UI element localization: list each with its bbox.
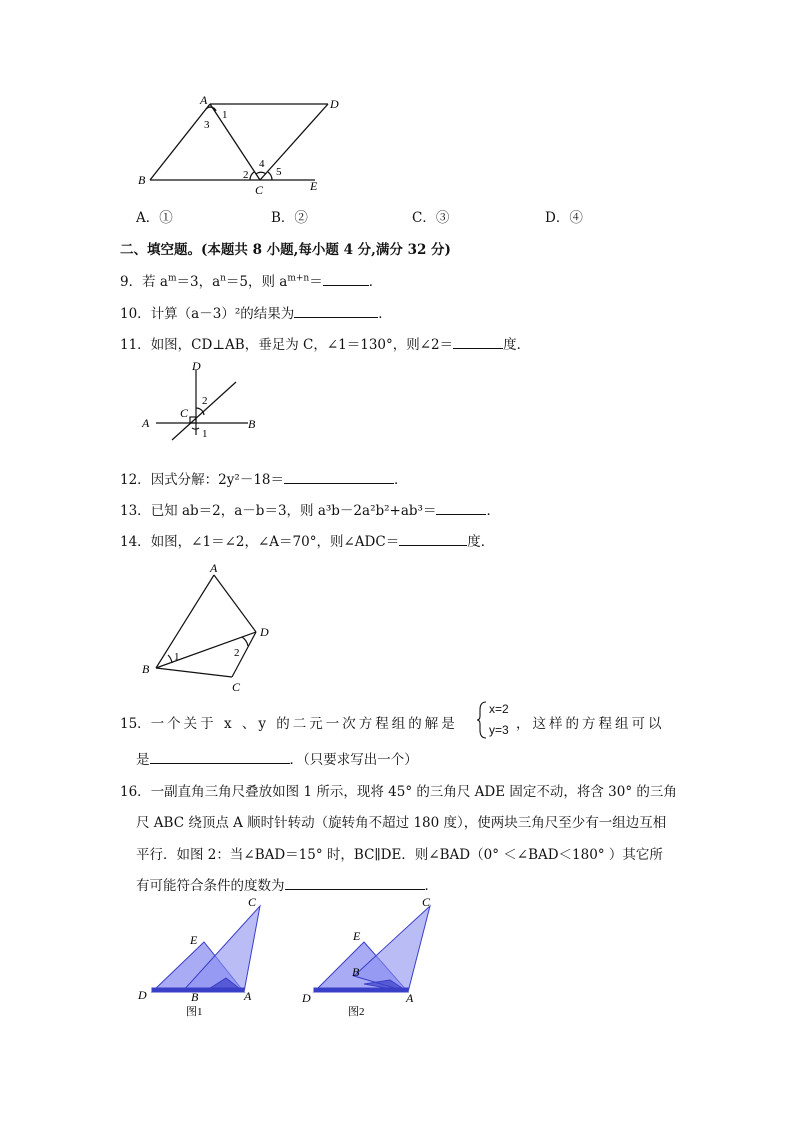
q11-text: 如图，CD⊥AB，垂足为 C，∠1＝130°，则∠2＝ (150, 337, 454, 353)
q14-angle-2: 2 (234, 647, 240, 659)
q9-sup: m (167, 273, 177, 284)
question-16-line2: 尺 ABC 绕顶点 A 顺时针转动（旋转角不超过 180 度），使两块三角尺至少有一组边互相 (136, 815, 667, 831)
fig1-label-A: A (244, 989, 252, 1003)
fig1-label-E: E (190, 933, 198, 947)
fig1-label-B: B (191, 990, 199, 1004)
option-letter: B． (271, 210, 295, 226)
q14-quadrilateral-figure (136, 560, 286, 700)
q8-label-E: E (310, 179, 318, 193)
option-value: ④ (569, 210, 583, 226)
q12-text: 因式分解：2y²－18＝ (150, 472, 284, 488)
q9-text: 若 a (142, 274, 168, 290)
q11-perpendicular-figure (136, 360, 266, 442)
q15-answer-blank[interactable] (150, 749, 290, 764)
q15-system-brace (476, 700, 488, 740)
q14-label-D: D (260, 625, 269, 639)
q9-sup: n (220, 273, 226, 284)
question-11 (120, 333, 530, 353)
q8-label-A: A (200, 93, 208, 107)
q14-label-A: A (210, 561, 218, 575)
q13-end: ． (486, 503, 500, 519)
fig1-label-D: D (138, 988, 147, 1002)
option-letter: D． (545, 210, 570, 226)
q16-figure-2 (300, 896, 450, 1022)
q9-end: ． (368, 274, 383, 290)
question-number: 9． (120, 274, 143, 290)
q8-label-D: D (330, 97, 339, 111)
q9-text: ＝ (309, 274, 323, 290)
q13-text: 已知 ab＝2，a－b＝3，则 a³b－2a²b²+ab³＝ (150, 503, 437, 519)
q11-label-A: A (142, 416, 150, 430)
q11-label-C: C (180, 406, 189, 420)
question-number: 15． (120, 716, 151, 732)
question-16-line1 (120, 780, 677, 800)
option-letter: C． (412, 210, 436, 226)
q8-angle-3: 3 (204, 119, 210, 131)
q8-option-a[interactable] (136, 206, 173, 226)
q8-label-C: C (255, 183, 264, 197)
fig1-caption: 图1 (186, 1006, 203, 1018)
fig2-caption: 图2 (348, 1006, 365, 1018)
q8-option-b[interactable] (271, 206, 308, 226)
option-letter: A． (136, 210, 160, 226)
q8-label-B: B (138, 173, 146, 187)
q11-end: 度． (503, 337, 531, 353)
fig2-label-C: C (422, 896, 431, 909)
q8-option-c[interactable] (412, 206, 449, 226)
question-14 (120, 530, 494, 550)
q11-label-B: B (248, 417, 256, 431)
section-title: 二、填空题。(本题共 8 小题,每小题 4 分,满分 32 分) (120, 242, 451, 258)
q15-text: 一个关于 x 、y 的二元一次方程组的解是 (150, 716, 458, 732)
fig2-label-D: D (302, 991, 311, 1005)
q11-angle-2: 2 (202, 395, 208, 407)
q8-angle-5: 5 (276, 166, 282, 178)
q8-parallelogram-figure (130, 92, 350, 200)
fig2-label-A: A (406, 991, 414, 1005)
question-9 (120, 270, 382, 290)
question-number: 12． (120, 472, 151, 488)
fig2-label-B: B (352, 965, 360, 979)
q11-label-D: D (192, 360, 201, 373)
option-value: ③ (435, 210, 450, 226)
q10-text: 计算（a－3）²的结果为 (150, 306, 295, 322)
q12-answer-blank[interactable] (284, 469, 394, 484)
question-15-line1 (120, 712, 458, 732)
fig2-label-E: E (353, 929, 361, 943)
q14-text: 如图，∠1＝∠2，∠A＝70°，则∠ADC＝ (150, 534, 400, 550)
q16-text: 有可能符合条件的度数为 (136, 878, 285, 894)
q9-sup: m+n (287, 273, 310, 284)
question-number: 16． (120, 784, 151, 800)
q8-option-d[interactable] (545, 206, 583, 226)
q8-angle-4: 4 (259, 158, 265, 170)
q15-end: ．（只要求写出一个） (289, 752, 418, 768)
q11-angle-1: 1 (202, 428, 208, 440)
question-13 (120, 499, 500, 519)
question-16-line4 (136, 874, 438, 894)
q8-angle-2: 2 (243, 169, 249, 181)
q12-end: ． (394, 472, 408, 488)
q14-answer-blank[interactable] (399, 531, 467, 546)
q10-end: ． (378, 306, 392, 322)
q16-answer-blank[interactable] (285, 875, 425, 890)
q9-answer-blank[interactable] (323, 271, 369, 286)
question-number: 11． (120, 337, 151, 353)
question-16-line3: 平行．如图 2：当∠BAD＝15° 时，BC∥DE．则∠BAD（0° ＜∠BAD＜180° ）其它所 (136, 847, 663, 863)
question-15-line2 (136, 748, 418, 768)
q14-end: 度． (467, 534, 495, 550)
q15-system-eq2: y=3 (489, 723, 509, 737)
q15-text-b: ，这样的方程组可以 (516, 716, 665, 732)
question-10 (120, 302, 392, 322)
question-number: 14． (120, 534, 151, 550)
q10-answer-blank[interactable] (294, 303, 378, 318)
fig1-label-C: C (248, 896, 257, 909)
q14-angle-1: 1 (174, 651, 180, 663)
q16-text: 一副直角三角尺叠放如图 1 所示，现将 45° 的三角尺 ADE 固定不动，将含 30° 的三角 (150, 784, 677, 800)
question-number: 13． (120, 503, 151, 519)
q8-angle-1: 1 (222, 109, 228, 121)
q9-text: ＝3，a (176, 274, 221, 290)
q11-answer-blank[interactable] (453, 334, 503, 349)
q9-text: ＝5，则 a (225, 274, 288, 290)
q16-end: ． (424, 878, 438, 894)
q15-system-eq1: x=2 (489, 702, 509, 716)
q15-text: 是 (136, 752, 150, 768)
option-value: ② (294, 210, 308, 226)
q14-label-C: C (232, 680, 241, 694)
q14-label-B: B (142, 662, 150, 676)
q13-answer-blank[interactable] (436, 500, 486, 515)
question-12 (120, 468, 408, 488)
q16-figure-1 (136, 896, 276, 1022)
question-number: 10． (120, 306, 151, 322)
option-value: ① (159, 210, 173, 226)
